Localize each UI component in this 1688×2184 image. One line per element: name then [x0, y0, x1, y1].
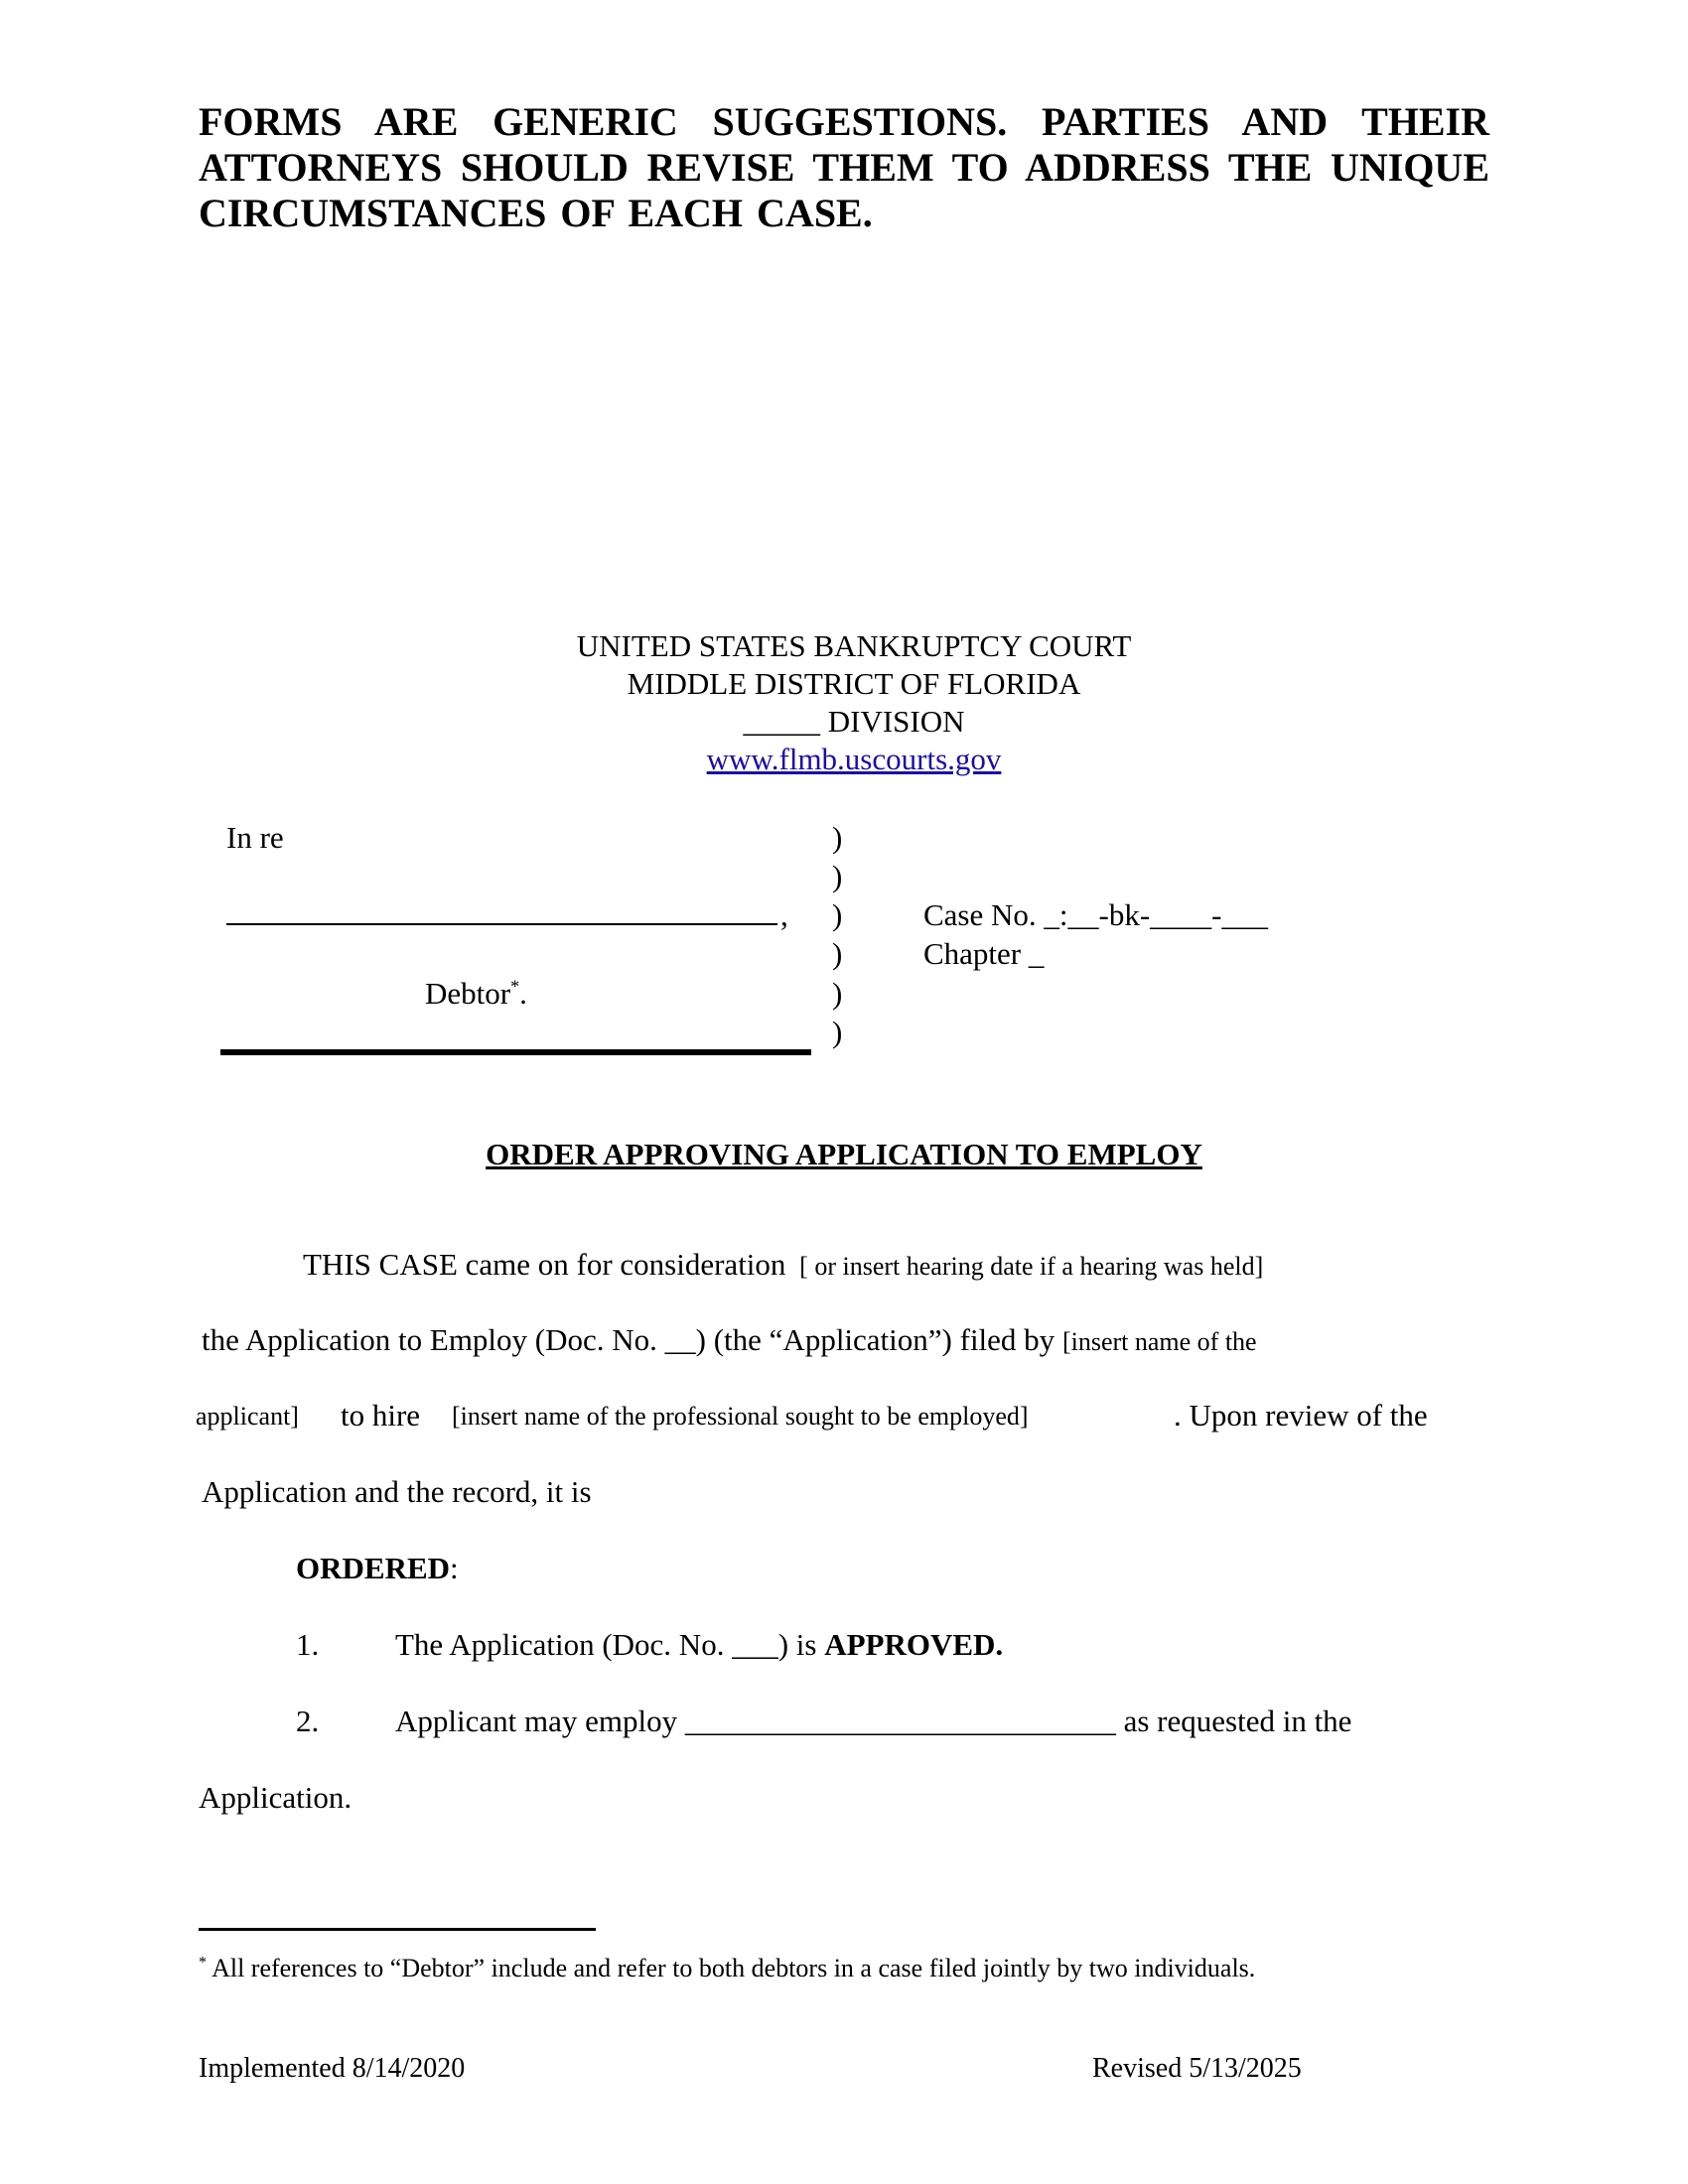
- court-name: UNITED STATES BANKRUPTCY COURT: [576, 628, 1132, 663]
- hearing-date-hint: [ or insert hearing date if a hearing was held]: [799, 1252, 1264, 1281]
- disclaimer: [199, 99, 1489, 236]
- body-text: the Application to Employ (Doc. No. __) (the “Application”) filed by: [202, 1322, 1055, 1357]
- implemented-date: Implemented 8/14/2020: [199, 2053, 466, 2084]
- applicant-name-hint: [insert name of the: [1061, 1327, 1257, 1356]
- item-2-number: 2.: [296, 1704, 320, 1738]
- chapter: Chapter _: [923, 936, 1045, 971]
- debtor-label-text: Debtor: [425, 976, 511, 1011]
- body-text: . Upon review of the: [1174, 1398, 1428, 1433]
- item-1: [395, 1627, 1003, 1663]
- item-1-number: 1.: [296, 1627, 320, 1662]
- disclaimer-line-1: FORMS ARE GENERIC SUGGESTIONS. PARTIES AND THEIR: [199, 99, 1489, 144]
- footnote-text: All references to “Debtor” include and refer to both debtors in a case filed jointly by two individuals.: [207, 1954, 1256, 1982]
- order-title: ORDER APPROVING APPLICATION TO EMPLOY: [486, 1137, 1202, 1171]
- professional-name-hint: [insert name of the professional sought to be employed]: [452, 1402, 1029, 1431]
- body-line-4: Application and the record, it is: [202, 1474, 592, 1509]
- footnote: [199, 1954, 1255, 1983]
- debtor-label: [425, 976, 527, 1012]
- item-1-text: The Application (Doc. No. ___) is: [395, 1627, 817, 1662]
- ordered-label: ORDERED: [296, 1551, 451, 1585]
- caption-paren: ): [832, 859, 843, 893]
- item-2-text: Applicant may employ ____________________________ as requested in the: [395, 1704, 1352, 1738]
- revised-date: Revised 5/13/2025: [1092, 2053, 1302, 2084]
- footnote-rule: [199, 1928, 596, 1931]
- approved-label: APPROVED.: [824, 1627, 1004, 1662]
- body-text: to hire: [341, 1398, 421, 1433]
- item-2-continued: Application.: [199, 1780, 352, 1815]
- body-line-2: [202, 1322, 1257, 1358]
- caption-paren: ): [832, 976, 843, 1011]
- applicant-name-hint-end: applicant]: [196, 1402, 299, 1431]
- in-re-label: In re: [226, 820, 284, 855]
- ordered-heading: [296, 1551, 459, 1586]
- debtor-blank-comma: ,: [780, 897, 788, 932]
- caption-paren: ): [832, 897, 843, 932]
- body-text: THIS CASE came on for consideration: [303, 1247, 786, 1282]
- debtor-footnote-mark: *: [510, 976, 520, 997]
- case-number: Case No. _:__-bk-____-___: [923, 897, 1268, 932]
- debtor-name-blank: [226, 923, 777, 925]
- caption-paren: ): [832, 1015, 843, 1049]
- caption-rule: [220, 1049, 811, 1055]
- court-division: _____ DIVISION: [743, 704, 965, 739]
- caption-paren: ): [832, 820, 843, 855]
- debtor-label-end: .: [519, 976, 527, 1011]
- body-line-1: [303, 1247, 1263, 1283]
- caption-paren: ): [832, 936, 843, 971]
- footnote-mark: *: [199, 1954, 207, 1972]
- disclaimer-line-2: ATTORNEYS SHOULD REVISE THEM TO ADDRESS THE UNIQUE: [199, 145, 1489, 190]
- ordered-colon: :: [450, 1551, 459, 1585]
- disclaimer-line-3: CIRCUMSTANCES OF EACH CASE.: [199, 191, 873, 235]
- court-website-link[interactable]: www.flmb.uscourts.gov: [706, 742, 1002, 776]
- court-website: [496, 742, 1211, 777]
- court-district: MIDDLE DISTRICT OF FLORIDA: [627, 666, 1081, 701]
